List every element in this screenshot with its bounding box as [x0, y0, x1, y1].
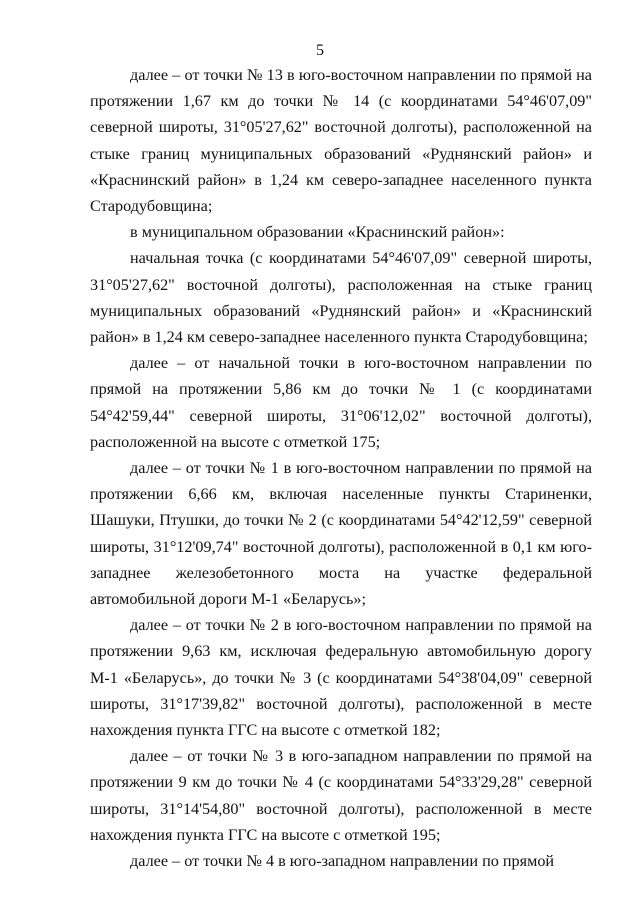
paragraph-point-13-to-14: далее – от точки № 13 в юго-восточном направлении по прямой на протяжении 1,67 км до точки № 14 (с координатами 54°46'07,09" северной широты, 31°05'27,62" восточной долготы), расположенной на стыке границ муниципальных образований «Руднянский район» и «Краснинский район» в 1,24 км северо-западнее населенного пункта Стародубовщина; — [90, 66, 592, 216]
paragraph-start-point: начальная точка (с координатами 54°46'07,09" северной широты, 31°05'27,62" восточной долготы), расположенная на стыке границ муниципальных образований «Руднянский район» и «Краснинский район» в 1,24 км северо-западнее населенного пункта Стародубовщина; — [90, 249, 592, 347]
paragraph-point-4-continued: далее – от точки № 4 в юго-западном направлении по прямой — [130, 852, 555, 871]
page-number: 5 — [316, 42, 324, 59]
paragraph-point-1-to-2: далее – от точки № 1 в юго-восточном направлении по прямой на протяжении 6,66 км, включая населенные пункты Стариненки, Шашуки, Птушки, до точки № 2 (с координатами 54°42'12,59" северной широты, 31°12'09,74" восточной долготы), расположенной в 0,1 км юго-западнее железобетонного моста на участке федеральной автомобильной дороги М-1 «Беларусь»; — [90, 459, 592, 609]
paragraph-start-to-point-1: далее – от начальной точки в юго-восточном направлении по прямой на протяжении 5,86 км до точки № 1 (с координатами 54°42'59,44" северной широты, 31°06'12,02" восточной долготы), расположенной на высоте с отметкой 175; — [90, 354, 592, 451]
paragraph-krasninsky-heading: в муниципальном образовании «Краснинский район»: — [130, 223, 505, 242]
paragraph-point-2-to-3: далее – от точки № 2 в юго-восточном направлении по прямой на протяжении 9,63 км, исключая федеральную автомобильную дорогу М-1 «Беларусь», до точки № 3 (с координатами 54°38'04,09" северной широты, 31°17'39,82" восточной долготы), расположенной в месте нахождения пункта ГГС на высоте с отметкой 182; — [90, 616, 592, 740]
paragraph-point-3-to-4: далее – от точки № 3 в юго-западном направлении по прямой на протяжении 9 км до точки № 4 (с координатами 54°33'29,28" северной широты, 31°14'54,80" восточной долготы), расположенной в месте нахождения пункта ГГС на высоте с отметкой 195; — [90, 747, 592, 844]
document-body — [90, 62, 592, 874]
